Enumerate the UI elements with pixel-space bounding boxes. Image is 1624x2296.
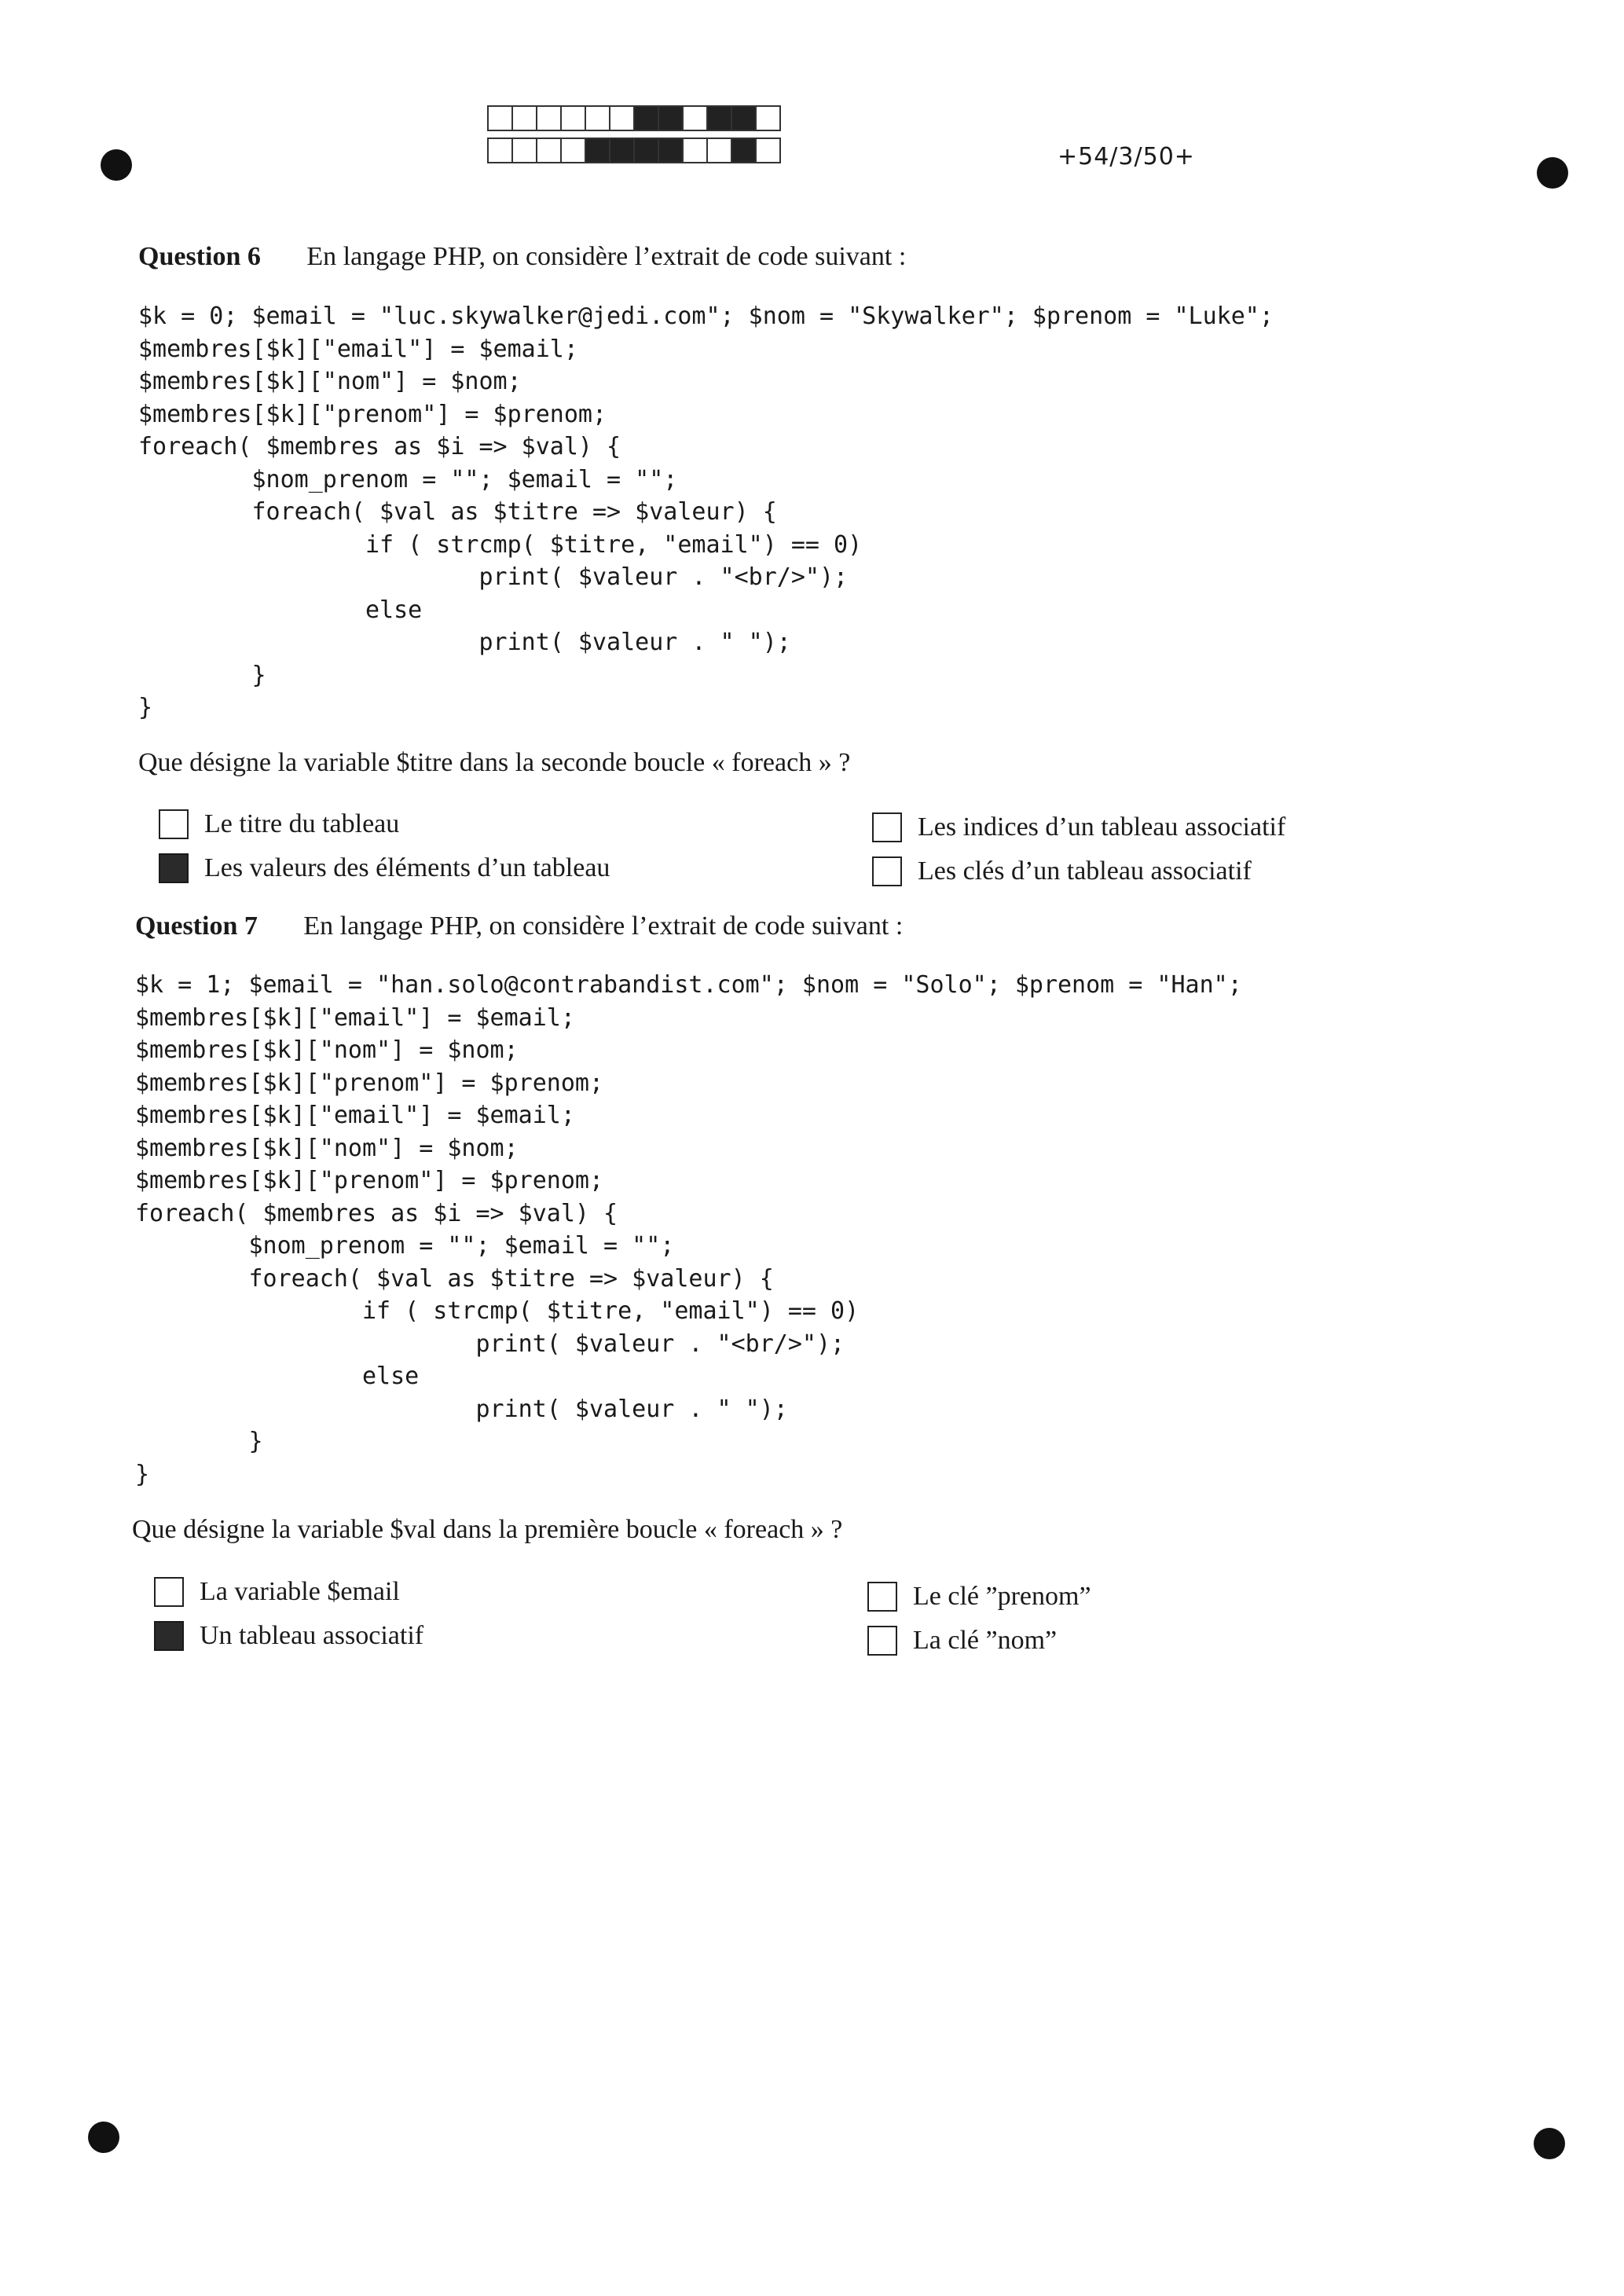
registration-mark-top-left	[101, 149, 132, 181]
code-line: $membres[$k]["prenom"] = $prenom;	[135, 1069, 604, 1097]
code-line: foreach( $val as $titre => $valeur) {	[135, 1264, 774, 1293]
barcode-cell-empty	[755, 138, 781, 163]
code-line: print( $valeur . " ");	[138, 629, 791, 656]
question-6-label: Question 6	[138, 242, 261, 271]
registration-mark-bottom-right	[1534, 2128, 1565, 2159]
code-line: }	[135, 1428, 263, 1455]
barcode-cell-filled	[706, 105, 732, 131]
option-label: Le clé ”prenom”	[913, 1582, 1091, 1611]
barcode-cell-empty	[511, 138, 537, 163]
question-7-prompt: Que désigne la variable $val dans la première boucle « foreach » ?	[132, 1515, 843, 1544]
barcode-cell-empty	[511, 105, 537, 131]
question-7-option-1[interactable]	[154, 1577, 400, 1607]
code-line: $membres[$k]["prenom"] = $prenom;	[138, 400, 607, 428]
code-line: }	[138, 661, 266, 689]
barcode-cell-empty	[706, 138, 732, 163]
option-label: La variable $email	[200, 1577, 400, 1606]
code-line: if ( strcmp( $titre, "email") == 0)	[135, 1297, 860, 1325]
option-label: Les clés d’un tableau associatif	[918, 856, 1252, 886]
code-line: $nom_prenom = ""; $email = "";	[138, 465, 678, 493]
barcode-cell-empty	[755, 105, 781, 131]
question-6-code	[138, 300, 1274, 724]
barcode-cell-empty	[487, 105, 513, 131]
option-label: Un tableau associatif	[200, 1621, 424, 1650]
checkbox[interactable]	[159, 809, 189, 839]
question-6-option-4[interactable]	[872, 856, 1252, 886]
checkbox[interactable]	[872, 856, 902, 886]
barcode-cell-filled	[633, 105, 659, 131]
question-7-option-3[interactable]	[867, 1582, 1091, 1612]
registration-mark-top-right	[1537, 157, 1568, 189]
code-line: }	[135, 1460, 150, 1488]
barcode-cell-empty	[560, 138, 586, 163]
code-line: $k = 1; $email = "han.solo@contrabandist.com"; $nom = "Solo"; $prenom = "Han";	[135, 971, 1242, 999]
question-7-code	[135, 969, 1242, 1491]
barcode-cell-empty	[536, 105, 562, 131]
code-line: $membres[$k]["prenom"] = $prenom;	[135, 1167, 604, 1194]
option-label: Les indices d’un tableau associatif	[918, 812, 1286, 842]
barcode-cell-filled	[658, 105, 684, 131]
barcode-cell-filled	[609, 138, 635, 163]
barcode-cell-empty	[536, 138, 562, 163]
page-barcode-row-2	[487, 138, 779, 163]
question-7-label: Question 7	[135, 911, 258, 941]
code-line: $k = 0; $email = "luc.skywalker@jedi.com"; $nom = "Skywalker"; $prenom = "Luke";	[138, 303, 1274, 330]
option-label: La clé ”nom”	[913, 1626, 1058, 1655]
code-line: }	[138, 694, 153, 721]
code-line: else	[135, 1363, 420, 1390]
page-id: +54/3/50+	[1058, 143, 1195, 171]
question-6-intro: En langage PHP, on considère l’extrait de code suivant :	[306, 242, 907, 271]
code-line: print( $valeur . " ");	[135, 1395, 788, 1423]
code-line: $membres[$k]["nom"] = $nom;	[135, 1036, 519, 1064]
barcode-cell-empty	[682, 138, 708, 163]
question-6-option-1[interactable]	[159, 809, 399, 839]
checkbox[interactable]	[867, 1626, 897, 1656]
code-line: $membres[$k]["nom"] = $nom;	[138, 368, 522, 395]
code-line: $membres[$k]["nom"] = $nom;	[135, 1134, 519, 1162]
option-label: Le titre du tableau	[204, 809, 400, 838]
option-label: Les valeurs des éléments d’un tableau	[204, 853, 610, 882]
question-6-option-2[interactable]	[159, 853, 610, 883]
barcode-cell-empty	[682, 105, 708, 131]
question-6-header	[138, 242, 906, 272]
code-line: $nom_prenom = ""; $email = "";	[135, 1232, 675, 1260]
code-line: foreach( $membres as $i => $val) {	[138, 433, 621, 460]
barcode-cell-filled	[731, 138, 757, 163]
code-line: else	[138, 596, 423, 624]
code-line: if ( strcmp( $titre, "email") == 0)	[138, 530, 863, 559]
code-line: foreach( $membres as $i => $val) {	[135, 1199, 618, 1227]
barcode-cell-empty	[609, 105, 635, 131]
checkbox[interactable]	[154, 1577, 184, 1607]
checkbox[interactable]	[872, 812, 902, 842]
barcode-cell-filled	[731, 105, 757, 131]
question-6-option-3[interactable]	[872, 812, 1285, 842]
page-barcode-row-1	[487, 105, 779, 131]
checkbox-checked[interactable]	[159, 853, 189, 883]
question-7-option-4[interactable]	[867, 1626, 1057, 1656]
barcode-cell-filled	[633, 138, 659, 163]
registration-mark-bottom-left	[88, 2122, 119, 2153]
checkbox[interactable]	[867, 1582, 897, 1612]
question-7-option-2[interactable]	[154, 1621, 423, 1651]
code-line: $membres[$k]["email"] = $email;	[135, 1003, 575, 1032]
question-7-header	[135, 911, 903, 941]
barcode-cell-empty	[585, 105, 610, 131]
code-line: $membres[$k]["email"] = $email;	[138, 335, 578, 363]
barcode-cell-empty	[487, 138, 513, 163]
code-line: $membres[$k]["email"] = $email;	[135, 1102, 575, 1129]
code-line: print( $valeur . "<br/>");	[138, 563, 849, 591]
question-6-prompt: Que désigne la variable $titre dans la seconde boucle « foreach » ?	[138, 748, 851, 777]
barcode-cell-empty	[560, 105, 586, 131]
code-line: print( $valeur . "<br/>");	[135, 1330, 845, 1358]
barcode-cell-filled	[658, 138, 684, 163]
barcode-cell-filled	[585, 138, 610, 163]
code-line: foreach( $val as $titre => $valeur) {	[138, 498, 777, 526]
question-7-intro: En langage PHP, on considère l’extrait de code suivant :	[303, 911, 904, 941]
checkbox-checked[interactable]	[154, 1621, 184, 1651]
